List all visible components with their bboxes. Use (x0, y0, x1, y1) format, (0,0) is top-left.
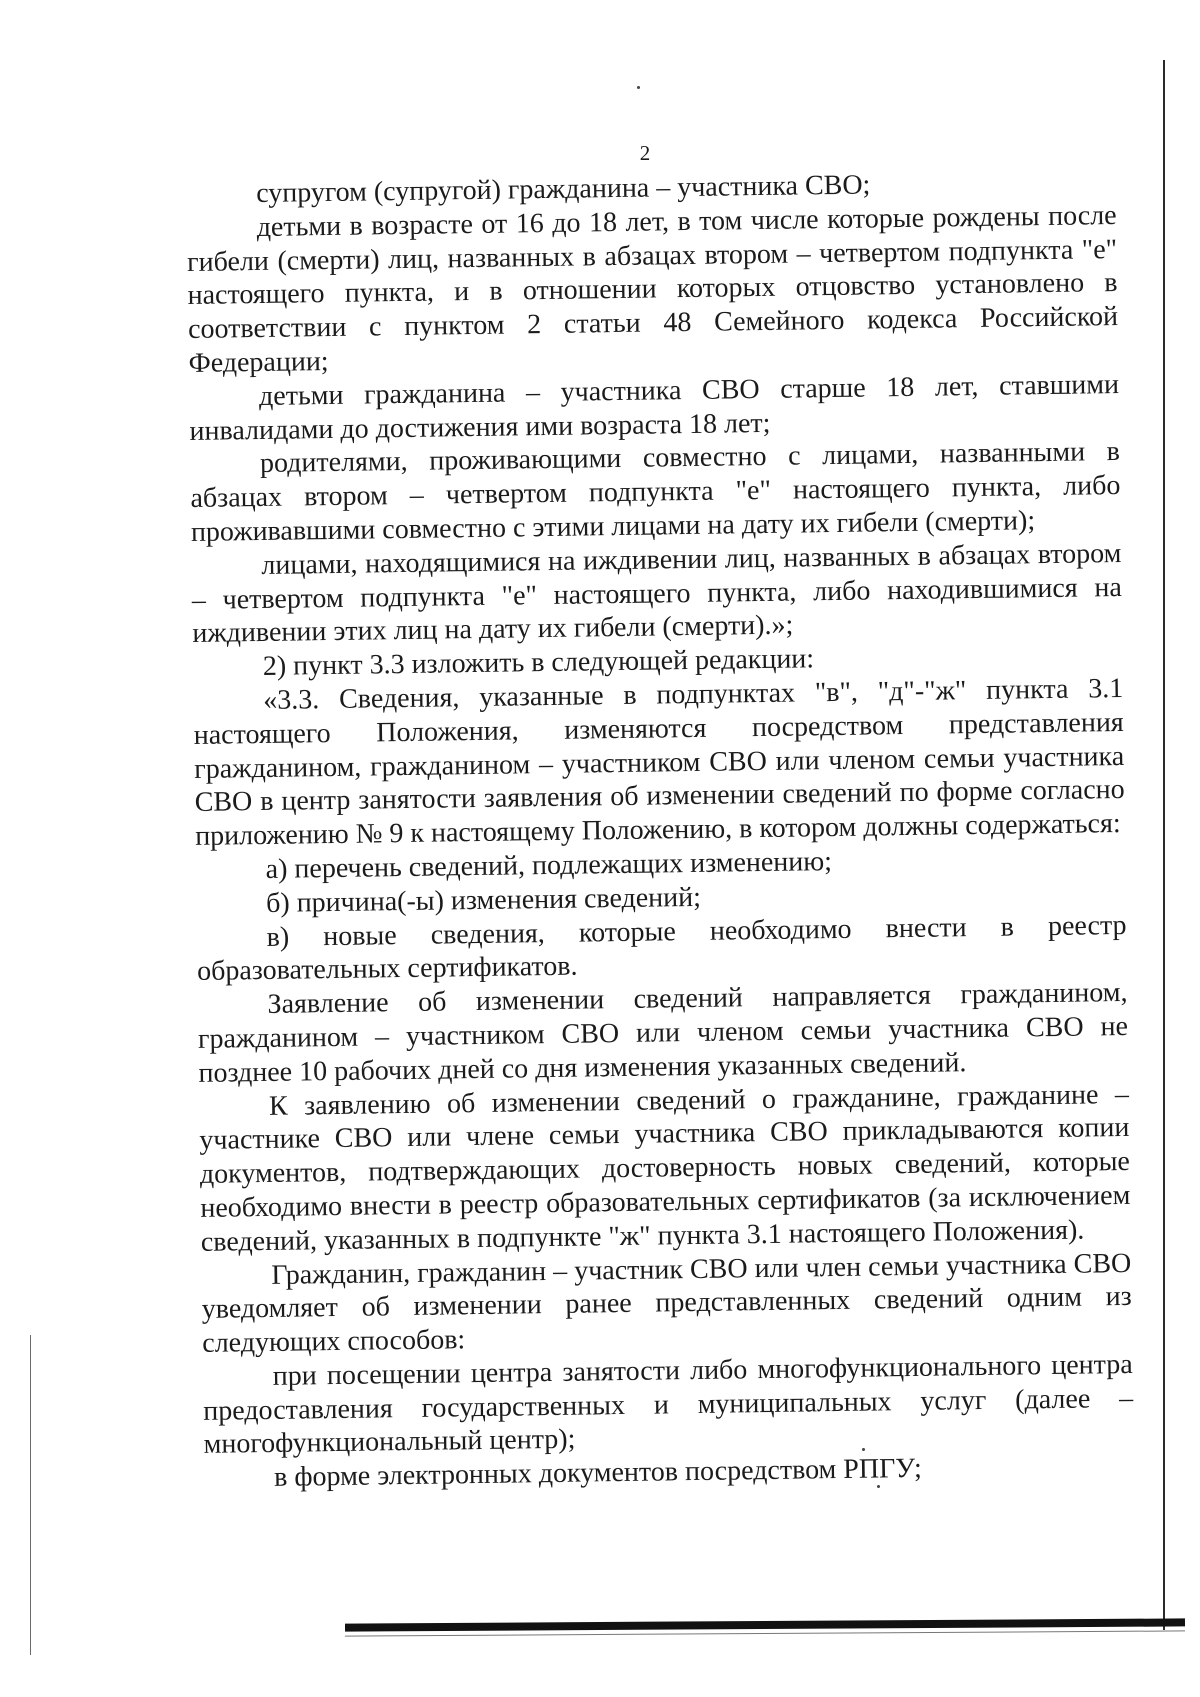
list-item-b: б) причина(-ы) изменения сведений; (265, 881, 702, 919)
paragraph: лицами, находящимися на иждивении лиц, названных в абзацах втором – четвертом подпункта "е" настоящего пункта, либо находившимися на иждивении этих лиц на дату их гибели (смерти).»; (191, 537, 1123, 650)
list-item-a: а) перечень сведений, подлежащих изменению; (265, 845, 833, 885)
scan-speck (637, 86, 640, 89)
scan-bottom-line (345, 1630, 1185, 1636)
paragraph: супругом (супругой) гражданина – участника СВО; (256, 169, 871, 210)
paragraph: 2) пункт 3.3 изложить в следующей редакции: (262, 643, 815, 683)
paragraph: Заявление об изменении сведений направляется гражданином, гражданином – участником СВО или членом семьи участника СВО не позднее 10 рабочих дней со дня изменения указанных сведений. (197, 977, 1129, 1089)
paragraph: Гражданин, гражданин – участник СВО или член семьи участника СВО уведомляет об изменении ранее представленных сведений одним из следующих способов: (201, 1247, 1132, 1359)
document-body (186, 165, 1134, 1496)
page-number: 2 (639, 141, 651, 165)
page-edge-left (30, 1335, 31, 1655)
paragraph: при посещении центра занятости либо многофункционального центра предоставления государственных и муниципальных услуг (далее – многофункциональный центр); (203, 1348, 1134, 1461)
paragraph: «3.3. Сведения, указанные в подпунктах "в", "д"-"ж" пункта 3.1 настоящего Положения, изменяются посредством представления гражданином, гражданином – участником СВО или членом семьи участника СВО в центр занятости заявления об изменении сведений по форме согласно приложению № 9 к настоящему Положению, в котором должны содержаться: (193, 672, 1125, 853)
page-edge-right (1163, 60, 1165, 1630)
paragraph: К заявлению об изменении сведений о гражданине, гражданине – участнике СВО или члене семьи участника СВО прикладываются копии документов, подтверждающих достоверность новых сведений, которые необходимо внести в реестр образовательных сертификатов (за исключением сведений, указанных в подпункте "ж" пункта 3.1 настоящего Положения). (199, 1078, 1131, 1258)
paragraph: в форме электронных документов посредством РПГУ; (273, 1453, 923, 1494)
paragraph: детьми гражданина – участника СВО старше 18 лет, ставшими инвалидами до достижения ими возраста 18 лет; (189, 368, 1120, 447)
list-item-c: в) новые сведения, которые необходимо внести в реестр образовательных сертификатов. (196, 909, 1127, 988)
paragraph: родителями, проживающими совместно с лицами, названными в абзацах втором – четвертом подпункта "е" настоящего пункта, либо проживавшими совместно с этими лицами на дату их гибели (смерти); (190, 436, 1121, 548)
paragraph: детьми в возрасте от 16 до 18 лет, в том числе которые рождены после гибели (смерти) лиц, названных в абзацах втором – четвертом подпункта "е" настоящего пункта, и в отношении которых отцовство установлено в соответствии с пунктом 2 статьи 48 Семейного кодекса Российской Федерации; (186, 199, 1119, 379)
scan-bottom-bar (345, 1618, 1185, 1631)
